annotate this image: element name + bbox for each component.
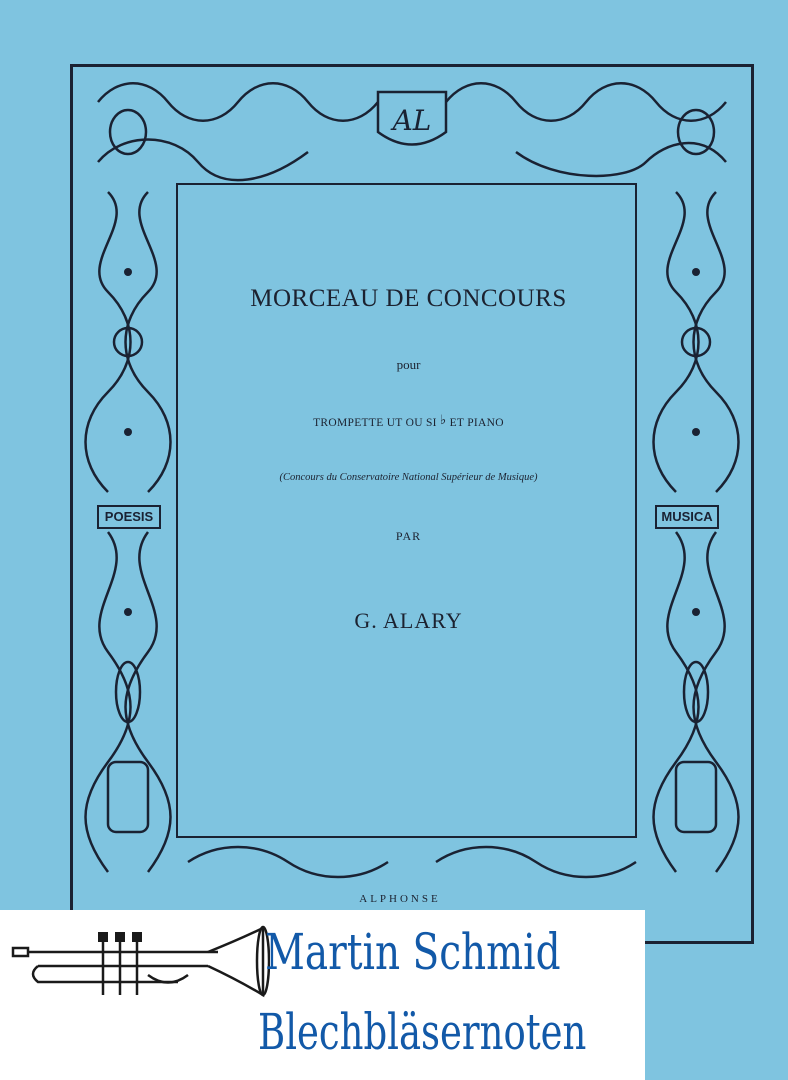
title-panel [176, 183, 637, 838]
shop-name-line2: Blechbläsernoten [258, 1003, 587, 1061]
flat-sign: ♭ [440, 412, 447, 427]
trumpet-icon [8, 920, 270, 1010]
instrumentation-main: TROMPETTE UT OU SI [313, 417, 437, 429]
monogram: AL [392, 104, 432, 137]
par-text: PAR [395, 529, 422, 543]
instrumentation-tail: ET PIANO [446, 417, 504, 429]
publisher-name: ALPHONSE [359, 893, 441, 905]
composer-name: G. ALARY [354, 608, 463, 633]
piece-title: MORCEAU DE CONCOURS [250, 285, 567, 312]
poesis-label: POESIS [97, 505, 161, 529]
pour-text: pour [396, 357, 421, 372]
contest-note: (Concours du Conservatoire National Supérieur de Musique) [279, 472, 538, 483]
musica-label: MUSICA [655, 505, 719, 529]
instrumentation [178, 414, 639, 430]
shop-name-line1: Martin Schmid [265, 923, 561, 981]
